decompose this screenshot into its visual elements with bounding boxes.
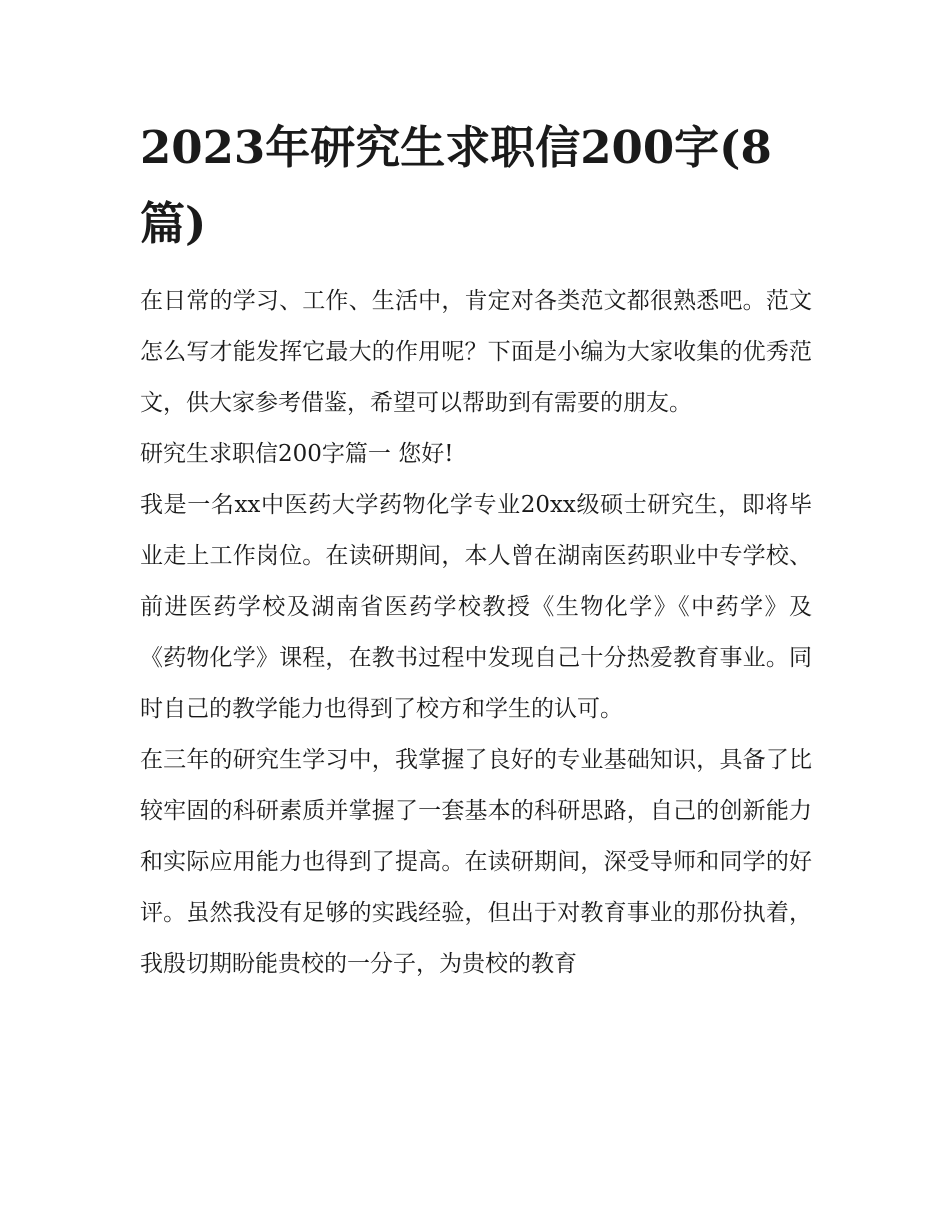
intro-paragraph: 在日常的学习、工作、生活中，肯定对各类范文都很熟悉吧。范文怎么写才能发挥它最大的作用呢？下面是小编为大家收集的优秀范文，供大家参考借鉴，希望可以帮助到有需要的朋友。 (140, 288, 812, 416)
body-paragraph-2: 在三年的研究生学习中，我掌握了良好的专业基础知识，具备了比较牢固的科研素质并掌握了一套基本的科研思路，自己的创新能力和实际应用能力也得到了提高。在读研期间，深受导师和同学的好评。虽然我没有足够的实践经验，但出于对教育事业的那份执着，我殷切期盼能贵校的一分子，为贵校的教育 (140, 747, 812, 977)
body-paragraph-1: 我是一名xx中医药大学药物化学专业20xx级硕士研究生，即将毕业走上工作岗位。在读研期间，本人曾在湖南医药职业中专学校、前进医药学校及湖南省医药学校教授《生物化学》《中药学》及《药物化学》课程，在教书过程中发现自己十分热爱教育事业。同时自己的教学能力也得到了校方和学生的认可。 (140, 492, 812, 722)
document-title: 2023年研究生求职信200字(8篇) (140, 121, 772, 250)
section-heading-paragraph: 研究生求职信200字篇一 您好! (140, 441, 454, 467)
document-page (140, 110, 812, 990)
